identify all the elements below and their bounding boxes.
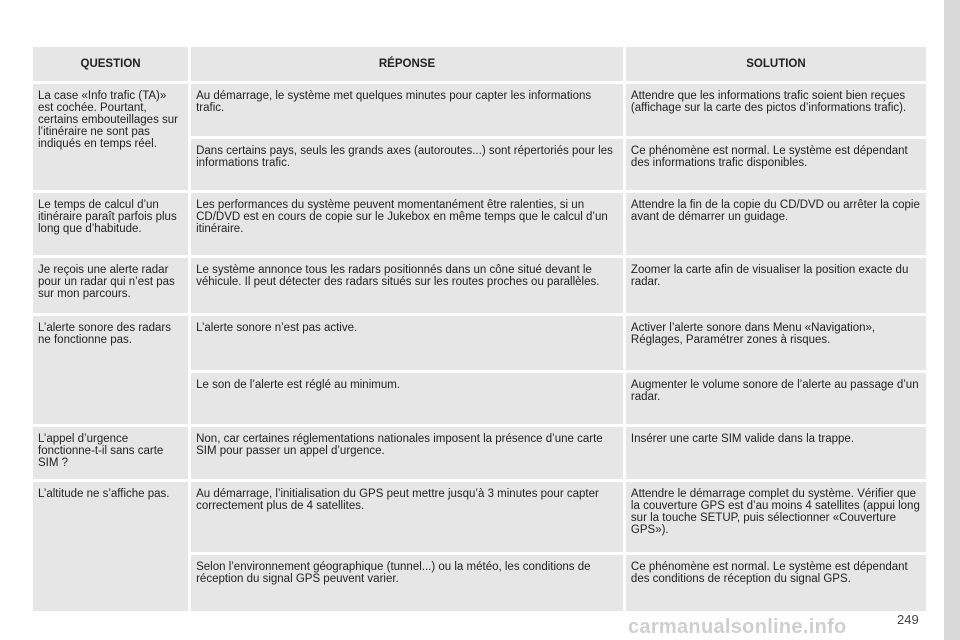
reponse-cell: Au démarrage, le système met quelques minutes pour capter les informations trafic. [191, 84, 623, 136]
solution-cell: Activer l’alerte sonore dans Menu «Navigation», Réglages, Paramétrer zones à risques. [626, 316, 926, 370]
table-row [33, 84, 926, 136]
solution-cell: Attendre le démarrage complet du système. Vérifier que la couverture GPS est d’au moins 4 satellites (appui long sur la touche SETUP, puis sélectionner «Couverture GPS»). [626, 482, 926, 552]
page-number: 249 [897, 612, 919, 627]
question-cell: Le temps de calcul d’un itinéraire paraît parfois plus long que d’habitude. [33, 193, 188, 255]
reponse-cell: Selon l’environnement géographique (tunnel...) ou la météo, les conditions de réception du signal GPS peuvent varier. [191, 555, 623, 611]
watermark: carmanualsonline.info [628, 616, 847, 638]
table-row [33, 193, 926, 255]
reponse-cell: Dans certains pays, seuls les grands axes (autoroutes...) sont répertoriés pour les informations trafic. [191, 139, 623, 190]
table-header-row [33, 47, 926, 81]
reponse-cell: Non, car certaines réglementations nationales imposent la présence d’une carte SIM pour passer un appel d’urgence. [191, 427, 623, 479]
reponse-cell: Au démarrage, l’initialisation du GPS peut mettre jusqu’à 3 minutes pour capter correctement plus de 4 satellites. [191, 482, 623, 552]
solution-cell: Ce phénomène est normal. Le système est dépendant des conditions de réception du signal GPS. [626, 555, 926, 611]
question-cell: L’altitude ne s’affiche pas. [33, 482, 188, 611]
solution-cell: Zoomer la carte afin de visualiser la position exacte du radar. [626, 258, 926, 313]
question-cell: Je reçois une alerte radar pour un radar qui n’est pas sur mon parcours. [33, 258, 188, 313]
question-cell: L’appel d’urgence fonctionne-t-il sans carte SIM ? [33, 427, 188, 479]
question-cell: La case «Info trafic (TA)» est cochée. Pourtant, certains embouteillages sur l’itinéraire ne sont pas indiqués en temps réel. [33, 84, 188, 190]
reponse-cell: Les performances du système peuvent momentanément être ralenties, si un CD/DVD est en cours de copie sur le Jukebox en même temps que le calcul d’un itinéraire. [191, 193, 623, 255]
header-question: QUESTION [33, 47, 188, 81]
table-row [33, 258, 926, 313]
header-solution: SOLUTION [626, 47, 926, 81]
troubleshooting-table [30, 44, 929, 614]
question-cell: L’alerte sonore des radars ne fonctionne pas. [33, 316, 188, 424]
solution-cell: Attendre la fin de la copie du CD/DVD ou arrêter la copie avant de démarrer un guidage. [626, 193, 926, 255]
table-row [33, 482, 926, 552]
solution-cell: Attendre que les informations trafic soient bien reçues (affichage sur la carte des pictos d’informations trafic). [626, 84, 926, 136]
table-row [33, 316, 926, 370]
reponse-cell: Le son de l’alerte est réglé au minimum. [191, 373, 623, 424]
header-reponse: RÉPONSE [191, 47, 623, 81]
solution-cell: Insérer une carte SIM valide dans la trappe. [626, 427, 926, 479]
reponse-cell: L’alerte sonore n’est pas active. [191, 316, 623, 370]
solution-cell: Augmenter le volume sonore de l’alerte au passage d’un radar. [626, 373, 926, 424]
page-edge-strip [944, 0, 960, 640]
reponse-cell: Le système annonce tous les radars positionnés dans un cône situé devant le véhicule. Il peut détecter des radars situés sur les routes proches ou parallèles. [191, 258, 623, 313]
table-row [33, 427, 926, 479]
solution-cell: Ce phénomène est normal. Le système est dépendant des informations trafic disponibles. [626, 139, 926, 190]
